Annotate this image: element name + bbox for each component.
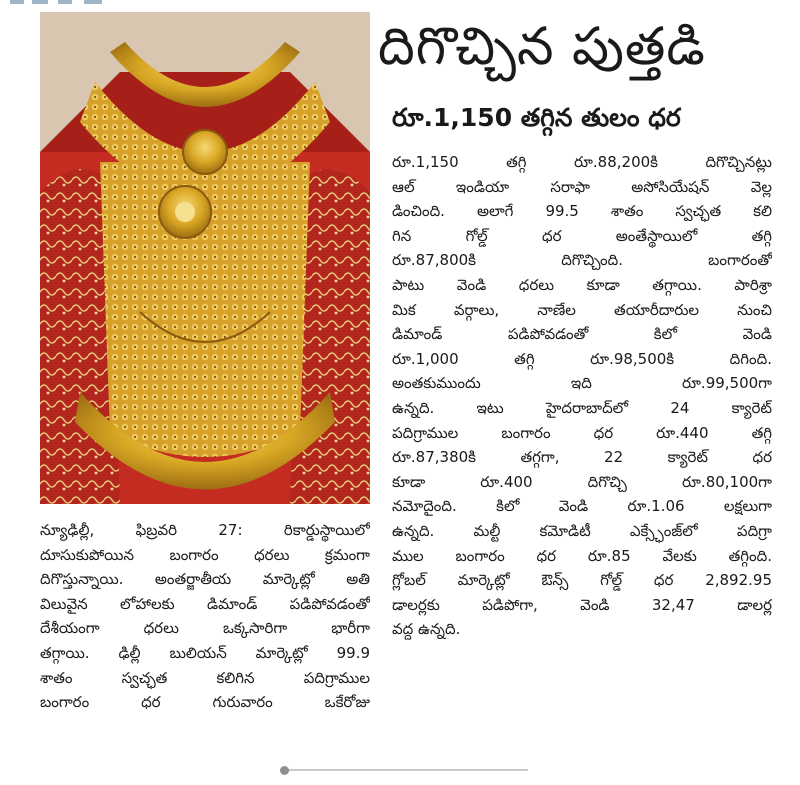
body-line: రూ.1,150 తగ్గి రూ.88,200కి దిగొచ్చినట్లు: [392, 153, 772, 171]
body-line: కూడా రూ.400 దిగొచ్చి రూ.80,100గా: [392, 472, 772, 491]
body-line: మిక వర్గాలు, నాణేల తయారీదారుల నుంచి: [392, 300, 772, 319]
scrollbar-thumb[interactable]: [280, 766, 289, 775]
body-line: డిమాండ్ పడిపోవడంతో కిలో వెండి: [392, 325, 772, 344]
body-line: ముల బంగారం ధర రూ.85 వేలకు తగ్గింది.: [392, 546, 772, 565]
horizontal-scrollbar[interactable]: [272, 766, 528, 774]
body-line: గిన గోల్డ్ ధర అంతేస్థాయిలో తగ్గి: [392, 226, 772, 245]
body-line: రూ.87,380కి తగ్గగా, 22 క్యారెట్ ధర: [392, 448, 772, 467]
body-line: అంతకుముందు ఇది రూ.99,500గా: [392, 374, 772, 393]
body-line: పాటు వెండి ధరలు కూడా తగ్గాయి. పారిశ్రా: [392, 275, 772, 294]
body-line: రూ.87,800కి దిగొచ్చింది. బంగారంతో: [392, 251, 772, 270]
body-line: ఉన్నది. ఇటు హైదరాబాద్‌లో 24 క్యారెట్: [392, 398, 772, 417]
body-line: డించింది. అలాగే 99.5 శాతం స్వచ్ఛత కలి: [392, 202, 772, 221]
article-body-left-column: [40, 518, 370, 715]
dateline-line: న్యూఢిల్లీ, ఫిబ్రవరి 27: రికార్డుస్థాయిలో: [40, 521, 370, 539]
subheadline: రూ.1,150 తగ్గిన తులం ధర: [392, 103, 681, 132]
body-line: పదిగ్రాముల బంగారం ధర రూ.440 తగ్గి: [392, 423, 772, 442]
body-line: దిగొస్తున్నాయి. అంతర్జాతీయ మార్కెట్లో అతి: [40, 570, 370, 589]
body-line: గ్లోబల్ మార్కెట్లో ఔన్స్ గోల్డ్ ధర 2,892.95: [392, 571, 772, 590]
gold-necklace-photo: [40, 12, 370, 504]
body-line: వద్ద ఉన్నది.: [392, 620, 461, 639]
body-line: దూసుకుపోయిన బంగారం ధరలు క్రమంగా: [40, 545, 370, 564]
body-line: విలువైన లోహాలకు డిమాండ్ పడిపోవడంతో: [40, 594, 370, 613]
headline: దిగొచ్చిన పుత్తడి: [378, 17, 706, 77]
body-line: శాతం స్వచ్ఛత కలిగిన పదిగ్రాముల: [40, 668, 370, 687]
body-line: బంగారం ధర గురువారం ఒకేరోజు: [40, 693, 370, 712]
body-line: డాలర్లకు పడిపోగా, వెండి 32,47 డాలర్ల: [392, 595, 772, 614]
clipping-top-edge: [0, 0, 800, 8]
body-line: ఆల్ ఇండియా సరాఫా అసోసియేషన్ వెల్ల: [392, 177, 772, 196]
scrollbar-track[interactable]: [284, 769, 528, 771]
body-line: నమోదైంది. కిలో వెండి రూ.1.06 లక్షలుగా: [392, 497, 772, 516]
body-line: దేశీయంగా ధరలు ఒక్కసారిగా భారీగా: [40, 619, 370, 638]
article-body-right-column: [392, 150, 772, 642]
body-line: తగ్గాయి. ఢిల్లీ బులియన్ మార్కెట్లో 99.9: [40, 643, 370, 662]
body-line: ఉన్నది. మల్టీ కమోడిటీ ఎక్స్ఛేంజ్‌లో పదిగ్రా: [392, 521, 772, 540]
body-line: రూ.1,000 తగ్గి రూ.98,500కి దిగింది.: [392, 349, 772, 368]
